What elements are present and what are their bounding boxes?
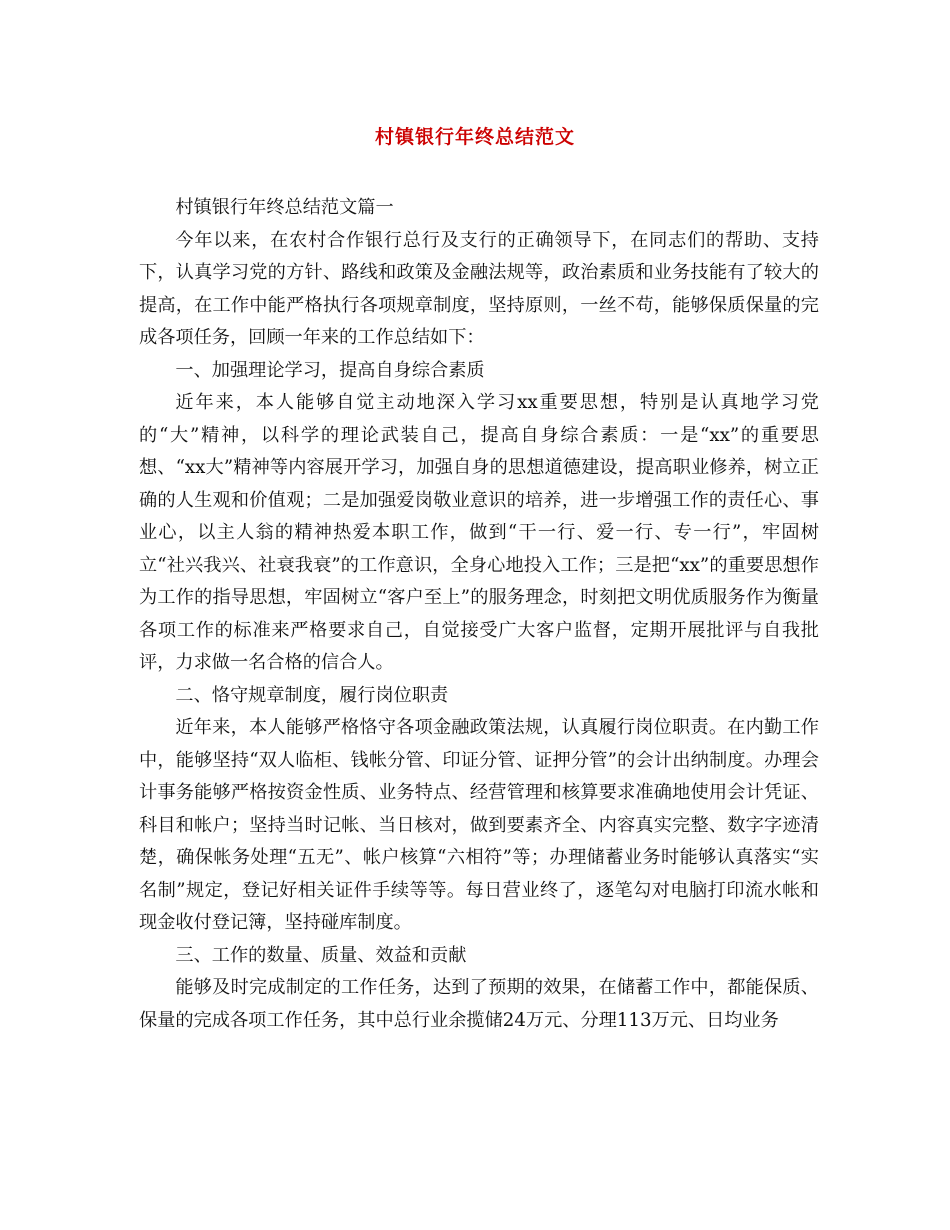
- section-paragraph-2: 近年来，本人能够严格恪守各项金融政策法规，认真履行岗位职责。在内勤工作中，能够坚持“双人临柜、钱帐分管、印证分管、证押分管”的会计出纳制度。办理会计事务能够严格按资金性质、业务特点、经营管理和核算要求准确地使用会计凭证、科目和帐户；坚持当时记帐、当日核对，做到要素齐全、内容真实完整、数字字迹清楚，确保帐务处理“五无”、帐户核算“六相符”等；办理储蓄业务时能够认真落实“实名制”规定，登记好相关证件手续等等。每日营业终了，逐笔勾对电脑打印流水帐和现金收付登记簿，坚持碰库制度。: [139, 717, 819, 933]
- section-paragraph-3: 能够及时完成制定的工作任务，达到了预期的效果，在储蓄工作中，都能保质、保量的完成各项工作任务，其中总行业余揽储24万元、分理113万元、日均业务: [139, 977, 819, 1031]
- intro-paragraph: 今年以来，在农村合作银行总行及支行的正确领导下，在同志们的帮助、支持下，认真学习党的方针、路线和政策及金融法规等，政治素质和业务技能有了较大的提高，在工作中能严格执行各项规章制度，坚持原则，一丝不苟，能够保质保量的完成各项任务，回顾一年来的工作总结如下：: [139, 229, 819, 348]
- document-body: [139, 192, 819, 1037]
- subtitle-paragraph: 村镇银行年终总结范文篇一: [175, 197, 394, 218]
- section-heading-3: 三、工作的数量、质量、效益和贡献: [175, 944, 467, 966]
- section-heading-1: 一、加强理论学习，提高自身综合素质: [175, 359, 485, 381]
- document-title: 村镇银行年终总结范文: [374, 126, 575, 148]
- section-heading-2: 二、恪守规章制度，履行岗位职责: [175, 684, 449, 706]
- section-paragraph-1: 近年来，本人能够自觉主动地深入学习xx重要思想，特别是认真地学习党的“大”精神，以科学的理论武装自己，提高自身综合素质：一是“xx”的重要思想、“xx大”精神等内容展开学习，加强自身的思想道德建设，提高职业修养，树立正确的人生观和价值观；二是加强爱岗敬业意识的培养，进一步增强工作的责任心、事业心，以主人翁的精神热爱本职工作，做到“干一行、爱一行、专一行”，牢固树立“社兴我兴、社衰我衰”的工作意识，全身心地投入工作；三是把“xx”的重要思想作为工作的指导思想，牢固树立“客户至上”的服务理念，时刻把文明优质服务作为衡量各项工作的标准来严格要求自己，自觉接受广大客户监督，定期开展批评与自我批评，力求做一名合格的信合人。: [139, 392, 819, 673]
